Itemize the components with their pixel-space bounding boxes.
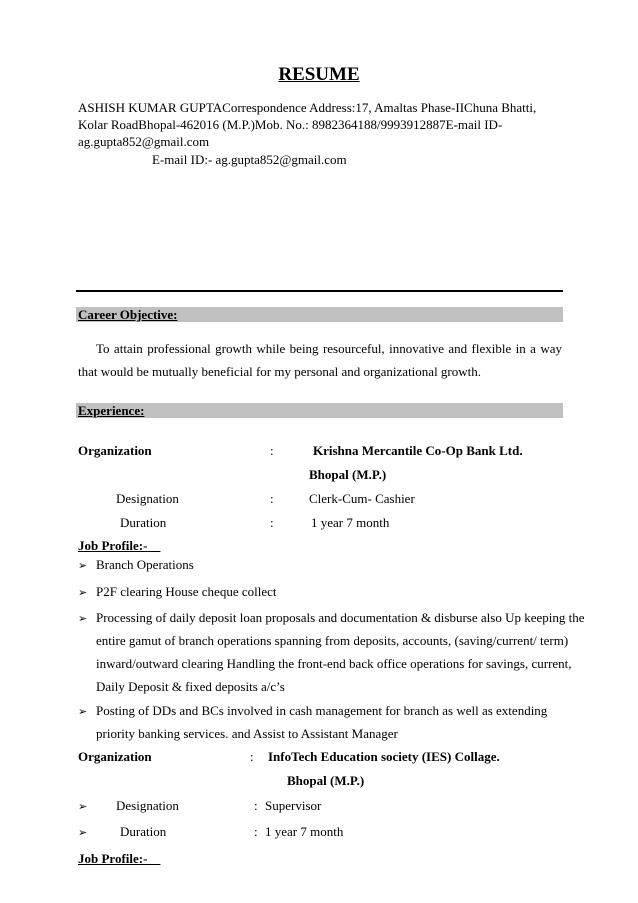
org1-designation-colon: : xyxy=(270,491,274,506)
org2-duration-colon: : xyxy=(254,824,258,839)
org1-label: Organization xyxy=(78,443,152,458)
arrow-bullet-icon: ➢ xyxy=(78,705,88,718)
arrow-bullet-icon: ➢ xyxy=(78,800,88,813)
contact-details: ASHISH KUMAR GUPTACorrespondence Address:17, Amaltas Phase-IIChuna Bhatti, Kolar RoadBhopal-462016 (M.P.)Mob. No.: 8982364188/9993912887E-mail ID-ag.gupta852@gmail.com xyxy=(78,100,537,149)
org2-job-profile-label: Job Profile:- xyxy=(78,851,148,866)
experience-heading-bar xyxy=(76,403,563,418)
org1-designation-label: Designation xyxy=(116,491,179,506)
org1-designation: Clerk-Cum- Cashier xyxy=(309,491,415,506)
job-item-2: ➢ P2F clearing House cheque collect xyxy=(78,584,277,599)
job-item-3: Processing of daily deposit loan proposals and documentation & disburse also Up keeping the entire gamut of branch operations spanning from deposits, accounts, (saving/current/ term) inward/outward clearing Handling the front-end back office operations for savings, current, Daily Deposit & fixed deposits a/c’s xyxy=(96,610,585,694)
org2-designation-label: Designation xyxy=(116,798,179,813)
experience-heading: Experience: xyxy=(78,403,145,418)
org1-city: Bhopal (M.P.) xyxy=(309,467,387,482)
org2-city: Bhopal (M.P.) xyxy=(287,773,365,788)
org1-duration-colon: : xyxy=(270,515,274,530)
arrow-bullet-icon: ➢ xyxy=(78,586,88,599)
job-item-4: Posting of DDs and BCs involved in cash management for branch as well as extending priority banking services. and Assist to Assistant Manager xyxy=(96,703,548,741)
arrow-bullet-icon: ➢ xyxy=(78,826,88,839)
arrow-bullet-icon: ➢ xyxy=(78,559,88,572)
org2-colon: : xyxy=(250,749,254,764)
email-line: E-mail ID:- ag.gupta852@gmail.com xyxy=(152,152,347,167)
org1-colon: : xyxy=(270,443,274,458)
org2-designation: Supervisor xyxy=(265,798,322,813)
resume-title: RESUME xyxy=(278,64,360,85)
career-objective-heading: Career Objective: xyxy=(78,307,178,322)
org1-duration: 1 year 7 month xyxy=(311,515,390,530)
org1-duration-label: Duration xyxy=(120,515,167,530)
career-objective-text: To attain professional growth while being resourceful, innovative and flexible in a way that would be mutually beneficial for my personal and organizational growth. xyxy=(78,341,562,379)
org2-duration: 1 year 7 month xyxy=(265,824,344,839)
org2-duration-label: Duration xyxy=(120,824,167,839)
org2-name: InfoTech Education society (IES) Collage. xyxy=(268,749,500,764)
org2-label: Organization xyxy=(78,749,152,764)
career-objective-heading-bar xyxy=(76,307,563,322)
section-divider xyxy=(76,290,563,292)
job-item-1: ➢ Branch Operations xyxy=(78,557,194,572)
org1-job-profile-label: Job Profile:- xyxy=(78,538,148,553)
org1-name: Krishna Mercantile Co-Op Bank Ltd. xyxy=(313,443,523,458)
org2-designation-colon: : xyxy=(254,798,258,813)
arrow-bullet-icon: ➢ xyxy=(78,612,88,625)
